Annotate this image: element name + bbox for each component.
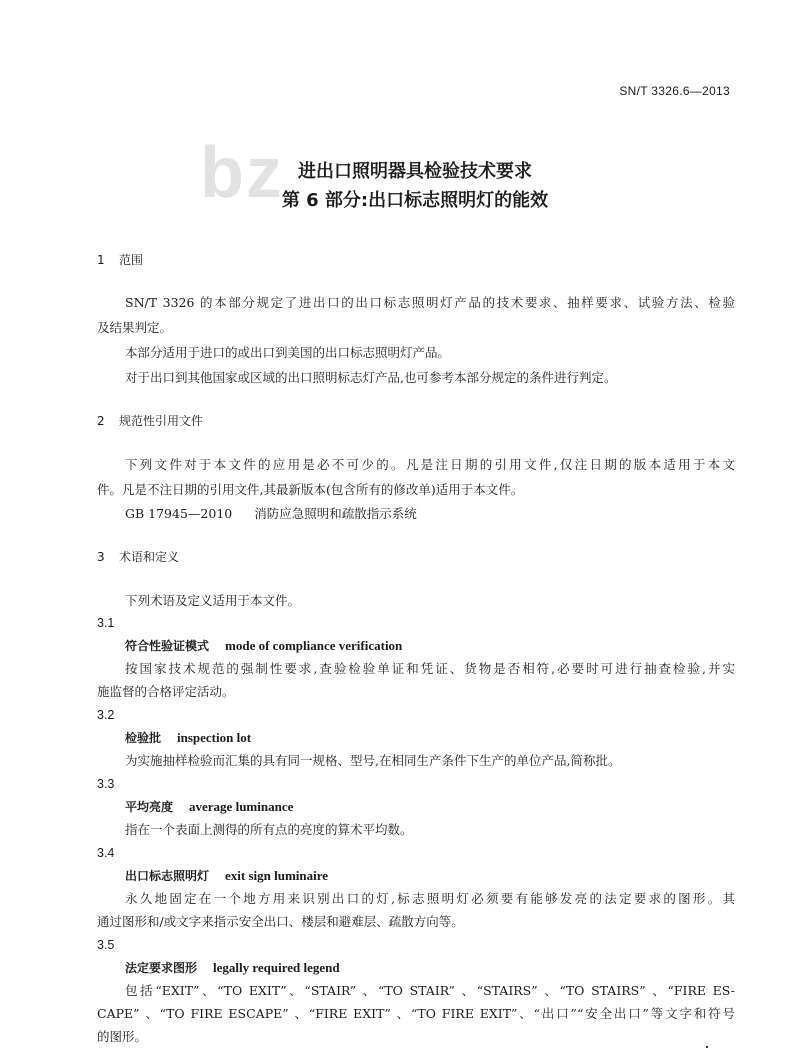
document-subtitle: 第 6 部分:出口标志照明灯的能效 (281, 190, 549, 211)
term-en: average luminance (189, 799, 294, 814)
term-zh: 法定要求图形 (125, 961, 198, 975)
term-number: 3.3 (97, 777, 115, 791)
reference-title: 消防应急照明和疏散指示系统 (254, 506, 417, 521)
term-definition: 施监督的合格评定活动。 (97, 684, 235, 699)
term-definition: CAPE” 、“TO FIRE ESCAPE” 、“FIRE EXIT” 、“TO FIRE EXIT”、“出口”“安全出口”等文字和符号 (97, 1006, 735, 1021)
term-number: 3.1 (97, 616, 115, 630)
term-heading (125, 867, 765, 885)
term-en: inspection lot (177, 730, 252, 745)
term-number: 3.4 (97, 846, 115, 860)
section-number: 2 (97, 414, 105, 428)
term-definition: 的图形。 (97, 1029, 148, 1044)
reference-code: GB 17945—2010 (125, 506, 233, 521)
paragraph-line: 对于出口到其他国家或区域的出口照明标志灯产品,也可参考本部分规定的条件进行判定。 (125, 370, 617, 385)
term-definition: 按国家技术规范的强制性要求,查验检验单证和凭证、货物是否相符,必要时可进行抽查检验,并实 (125, 661, 735, 676)
paragraph-line: 件。凡是不注日期的引用文件,其最新版本(包含所有的修改单)适用于本文件。 (97, 482, 524, 497)
watermark: bz (200, 133, 284, 213)
term-zh: 平均亮度 (125, 800, 174, 814)
term-en: legally required legend (213, 960, 340, 975)
term-zh: 符合性验证模式 (125, 639, 210, 653)
section-3-heading (97, 548, 737, 566)
paragraph-line: 及结果判定。 (97, 320, 173, 335)
normative-reference (125, 505, 765, 523)
term-definition: 永久地固定在一个地方用来识别出口的灯,标志照明灯必须要有能够发亮的法定要求的图形。其 (125, 891, 735, 906)
term-definition: 为实施抽样检验而汇集的具有同一规格、型号,在相同生产条件下生产的单位产品,简称批。 (125, 753, 621, 768)
paragraph-line: 下列文件对于本文件的应用是必不可少的。凡是注日期的引用文件,仅注日期的版本适用于本文 (125, 457, 735, 472)
section-title: 规范性引用文件 (119, 414, 204, 428)
term-heading (125, 729, 765, 747)
section-title: 术语和定义 (119, 550, 180, 564)
term-definition: 指在一个表面上测得的所有点的亮度的算术平均数。 (125, 822, 413, 837)
paragraph-line: 下列术语及定义适用于本文件。 (125, 593, 301, 608)
term-heading (125, 959, 765, 977)
section-2-heading (97, 412, 737, 430)
document-title: 进出口照明器具检验技术要求 (298, 161, 532, 182)
term-heading (125, 637, 765, 655)
section-title: 范围 (119, 253, 144, 267)
page-mark (706, 1046, 708, 1048)
section-number: 3 (97, 550, 105, 564)
term-en: exit sign luminaire (225, 868, 329, 883)
paragraph-line: 本部分适用于进口的或出口到美国的出口标志照明灯产品。 (125, 345, 451, 360)
section-number: 1 (97, 253, 105, 267)
section-1-heading (97, 251, 737, 269)
standard-number: SN/T 3326.6—2013 (619, 84, 730, 98)
term-number: 3.5 (97, 938, 115, 952)
term-en: mode of compliance verification (225, 638, 403, 653)
term-definition: 包括“EXIT”、“TO EXIT”、“STAIR” 、“TO STAIR” 、“STAIRS” 、“TO STAIRS” 、“FIRE ES- (125, 983, 735, 998)
term-number: 3.2 (97, 708, 115, 722)
term-heading (125, 798, 765, 816)
paragraph-line: SN/T 3326 的本部分规定了进出口的出口标志照明灯产品的技术要求、抽样要求、试验方法、检验 (125, 295, 735, 310)
term-zh: 出口标志照明灯 (125, 869, 210, 883)
term-zh: 检验批 (125, 731, 162, 745)
term-definition: 通过图形和/或文字来指示安全出口、楼层和避难层、疏散方向等。 (97, 914, 464, 929)
